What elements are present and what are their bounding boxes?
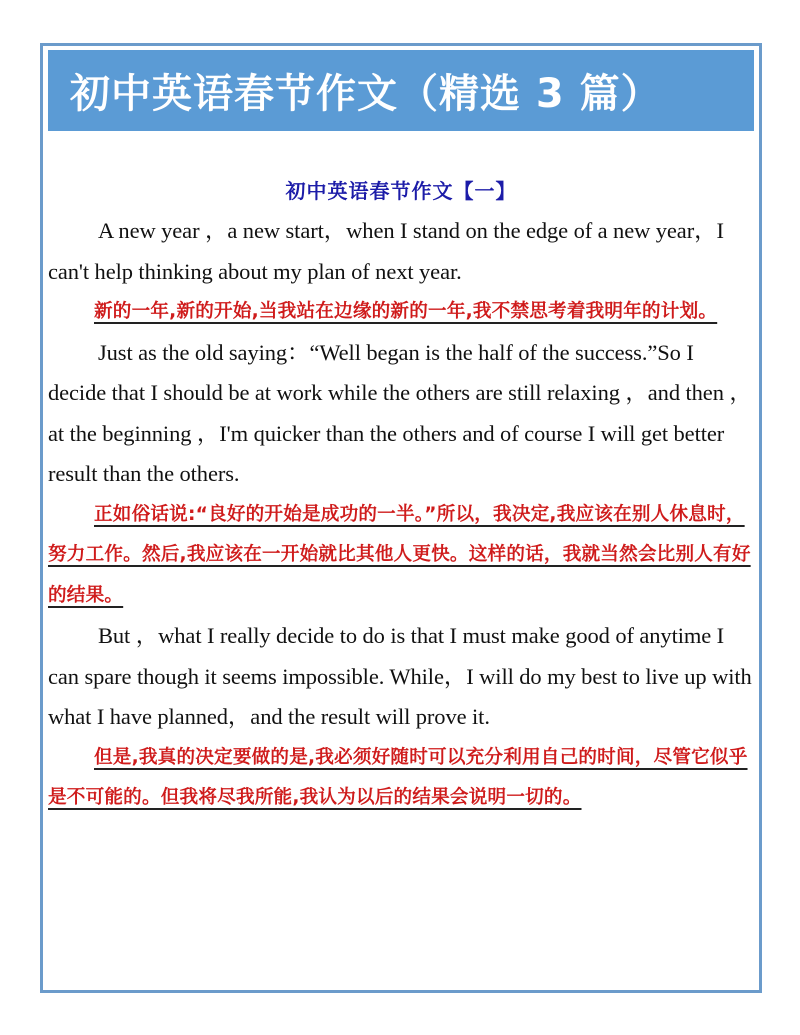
translation-text-2: 正如俗话说:“良好的开始是成功的一半。”所以，我决定,我应该在别人休息时，努力工作。然后,我应该在一开始就比其他人更快。这样的话，我就当然会比别人有好的结果。 (48, 503, 751, 606)
english-paragraph-2: Just as the old saying：“Well began is the half of the success.”So I decide that I should be at work while the others are still relaxing ，and then ，at the beginning ，I'm quicker than the others and of course I will get better result than the others. (48, 339, 752, 487)
chinese-translation-1 (48, 292, 754, 332)
translation-text-1: 新的一年,新的开始,当我站在边缘的新的一年,我不禁思考着我明年的计划。 (94, 301, 718, 323)
page-frame (40, 43, 762, 993)
essay-subtitle: 初中英语春节作文【一】 (285, 179, 517, 203)
essay-body (48, 171, 754, 819)
title-banner (48, 50, 754, 131)
chinese-translation-3 (48, 738, 754, 819)
english-paragraph-1: A new year ，a new start，when I stand on the edge of a new year，I can't help thinking about my plan of next year. (48, 218, 724, 284)
chinese-translation-2 (48, 495, 754, 616)
translation-text-3: 但是,我真的决定要做的是,我必须好随时可以充分利用自己的时间，尽管它似乎是不可能的。但我将尽我所能,我认为以后的结果会说明一切的。 (48, 746, 748, 809)
page-title: 初中英语春节作文（精选 3 篇） (70, 71, 662, 117)
english-paragraph-3: But ，what I really decide to do is that I must make good of anytime I can spare though it seems impossible. While，I will do my best to live up with what I have planned，and the result will prove it. (48, 623, 752, 730)
